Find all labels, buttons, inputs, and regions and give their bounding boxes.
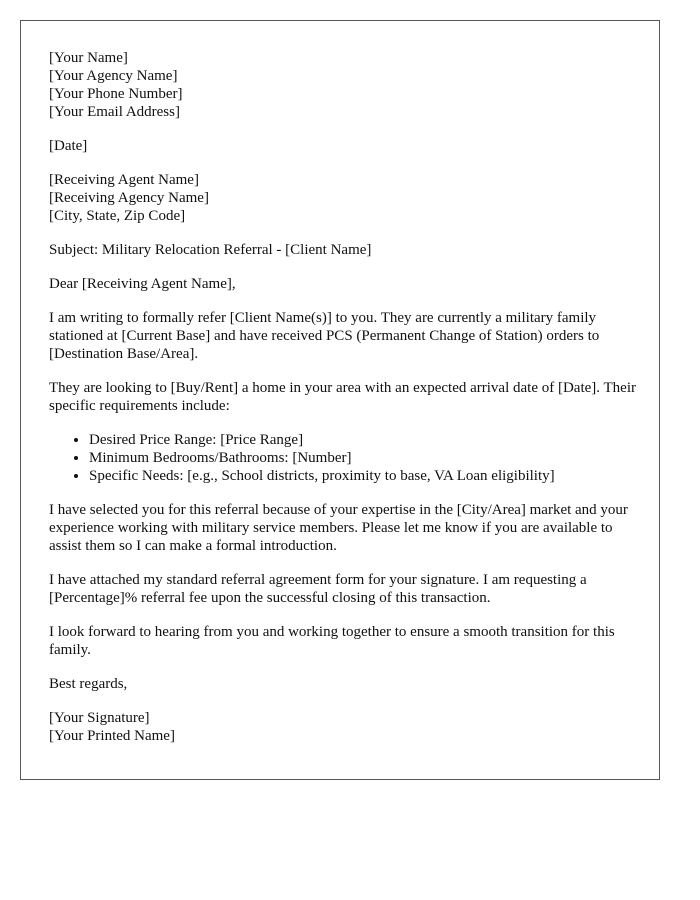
list-item: • Desired Price Range: [Price Range]: [89, 431, 639, 449]
body-paragraph: They are looking to [Buy/Rent] a home in your area with an expected arrival date of [Date]. Their specific requirements include:: [49, 380, 636, 414]
sender-email: [Your Email Address]: [49, 104, 180, 120]
recipient-name: [Receiving Agent Name]: [49, 172, 199, 188]
signature-block: [49, 709, 639, 745]
spacer: [49, 415, 639, 431]
salutation: Dear [Receiving Agent Name],: [49, 276, 236, 292]
requirements-list: [49, 431, 639, 485]
letter-page: [20, 20, 660, 780]
body-paragraph: I have attached my standard referral agreement form for your signature. I am requesting a [Percentage]% referral fee upon the successful closing of this transaction.: [49, 572, 587, 606]
recipient-address: [City, State, Zip Code]: [49, 208, 186, 224]
printed-name: [Your Printed Name]: [49, 728, 175, 744]
letter-date: [Date]: [49, 138, 88, 154]
subject-line: Subject: Military Relocation Referral - [Client Name]: [49, 242, 372, 258]
spacer: [49, 659, 639, 675]
spacer: [49, 259, 639, 275]
recipient-agency: [Receiving Agency Name]: [49, 190, 209, 206]
spacer: [49, 555, 639, 571]
signature-line: [Your Signature]: [49, 710, 150, 726]
body-paragraph: I look forward to hearing from you and working together to ensure a smooth transition for this family.: [49, 624, 615, 658]
sender-phone: [Your Phone Number]: [49, 86, 183, 102]
spacer: [49, 363, 639, 379]
spacer: [49, 607, 639, 623]
spacer: [49, 121, 639, 137]
body-paragraph: I have selected you for this referral because of your expertise in the [City/Area] market and your experience working with military service members. Please let me know if you are available to assist them so I can make a formal introduction.: [49, 502, 628, 554]
spacer: [49, 225, 639, 241]
list-item: • Minimum Bedrooms/Bathrooms: [Number]: [89, 449, 639, 467]
spacer: [49, 293, 639, 309]
spacer: [49, 155, 639, 171]
signoff: Best regards,: [49, 676, 128, 692]
sender-name: [Your Name]: [49, 50, 128, 66]
sender-agency: [Your Agency Name]: [49, 68, 178, 84]
list-item: • Specific Needs: [e.g., School districts, proximity to base, VA Loan eligibility]: [89, 467, 639, 485]
letter-content: [49, 49, 639, 745]
body-paragraph: I am writing to formally refer [Client Name(s)] to you. They are currently a military family stationed at [Current Base] and have received PCS (Permanent Change of Station) orders to [Destination Base/Area].: [49, 310, 600, 362]
sender-block: [49, 49, 639, 121]
spacer: [49, 693, 639, 709]
spacer: [49, 485, 639, 501]
recipient-block: [49, 171, 639, 225]
